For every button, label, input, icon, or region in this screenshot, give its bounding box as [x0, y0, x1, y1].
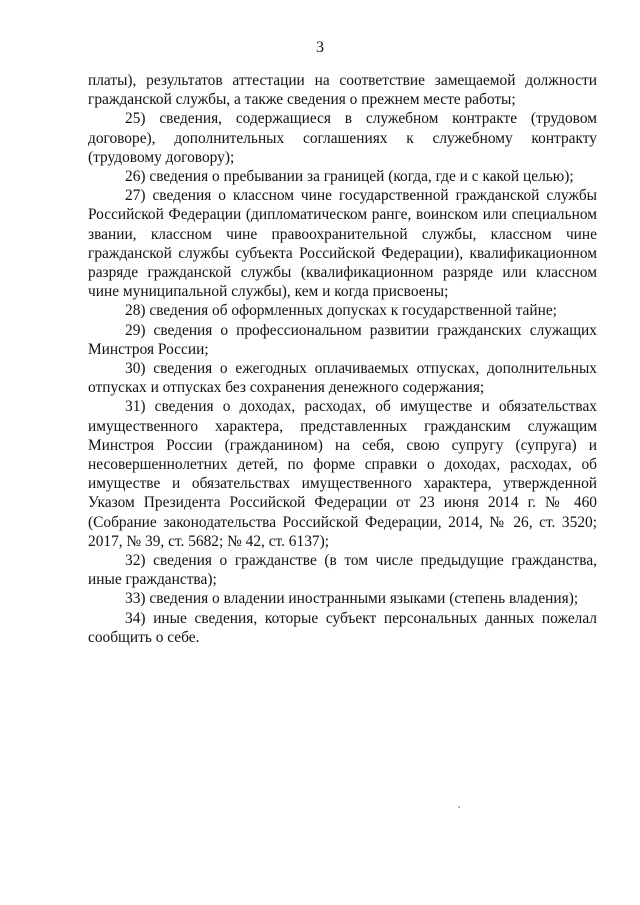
scan-speck	[458, 806, 460, 808]
paragraph-item-32: 32) сведения о гражданстве (в том числе предыдущие гражданства, иные гражданства);	[88, 552, 597, 589]
paragraph-item-27: 27) сведения о классном чине государственной гражданской службы Российской Федерации (дипломатическом ранге, воинском или специальном звании, классном чине правоохранительной службы, классном чине гражданской службы субъекта Российской Федерации), квалификационном разряде гражданской службы (квалификационном разряде или классном чине муниципальной службы), кем и когда присвоены;	[88, 187, 597, 301]
document-body	[88, 71, 597, 647]
paragraph-item-30: 30) сведения о ежегодных оплачиваемых отпусках, дополнительных отпусках и отпусках без сохранения денежного содержания;	[88, 360, 597, 397]
paragraph-item-26: 26) сведения о пребывании за границей (когда, где и с какой целью);	[125, 168, 574, 186]
paragraph-continuation: платы), результатов аттестации на соответствие замещаемой должности гражданской службы, а также сведения о прежнем месте работы;	[88, 72, 597, 109]
paragraph-item-25: 25) сведения, содержащиеся в служебном контракте (трудовом договоре), дополнительных соглашениях к служебному контракту (трудовому договору);	[88, 110, 597, 166]
paragraph-item-33: 33) сведения о владении иностранными языками (степень владения);	[125, 590, 579, 608]
paragraph-item-31: 31) сведения о доходах, расходах, об имуществе и обязательствах имущественного характера, представленных гражданским служащим Минстроя России (гражданином) на себя, свою супругу (супруга) и несовершеннолетних детей, по форме справки о доходах, расходах, об имуществе и обязательствах имущественного характера, утвержденной Указом Президента Российской Федерации от 23 июня 2014 г. № 460 (Собрание законодательства Российской Федерации, 2014, № 26, ст. 3520; 2017, № 39, ст. 5682; № 42, ст. 6137);	[88, 398, 597, 550]
paragraph-item-28: 28) сведения об оформленных допусках к государственной тайне;	[125, 302, 557, 320]
paragraph-item-29: 29) сведения о профессиональном развитии гражданских служащих Минстроя России;	[88, 321, 597, 358]
page-number: 3	[316, 39, 324, 56]
paragraph-item-34: 34) иные сведения, которые субъект персональных данных пожелал сообщить о себе.	[88, 609, 597, 646]
